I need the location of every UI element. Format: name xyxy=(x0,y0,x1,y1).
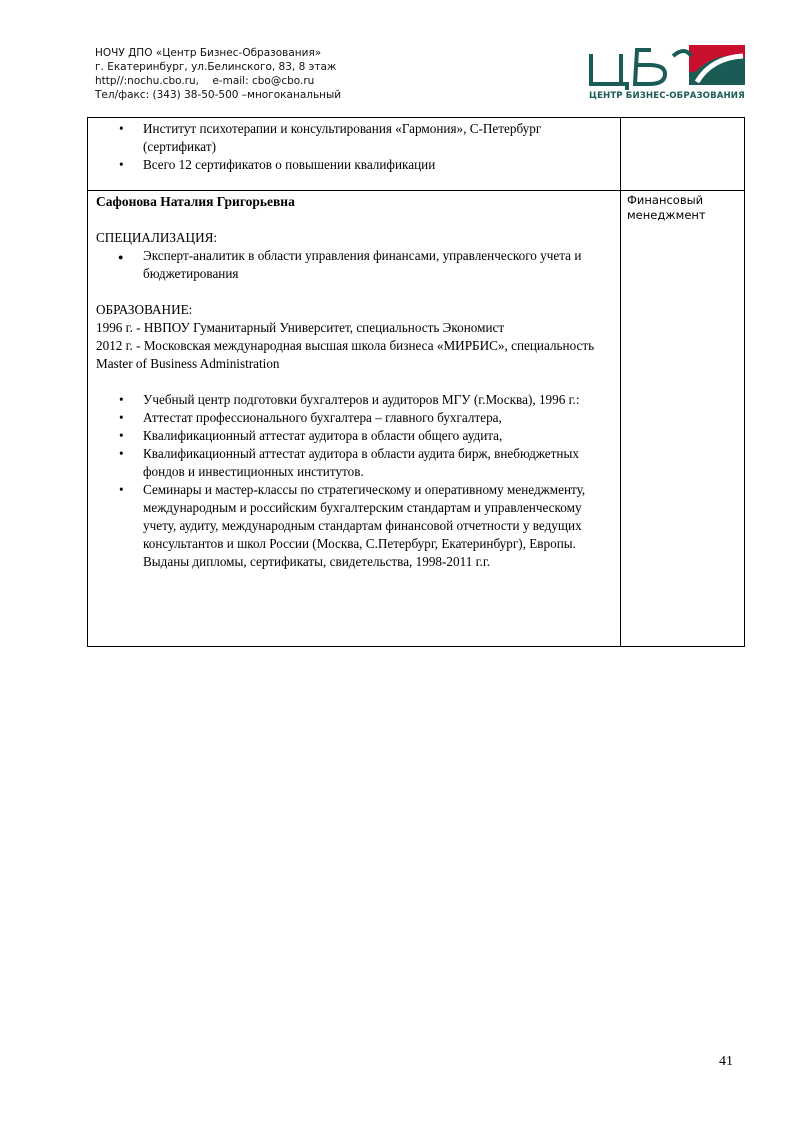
list-item: • Всего 12 сертификатов о повышении квалификации xyxy=(96,156,614,174)
subject-cell: Финансовый менеджмент xyxy=(621,191,745,647)
list-item: • Квалификационный аттестат аудитора в области общего аудита, xyxy=(96,427,614,445)
list-item: • Квалификационный аттестат аудитора в области аудита бирж, внебюджетных фондов и инвестиционных институтов. xyxy=(96,445,614,481)
logo-caption: ЦЕНТР БИЗНЕС-ОБРАЗОВАНИЯ xyxy=(589,91,745,101)
specialization-heading: СПЕЦИАЛИЗАЦИЯ: xyxy=(96,230,218,245)
org-phone: Тел/факс: (343) 38-50-500 –многоканальный xyxy=(95,89,342,101)
table-row xyxy=(88,118,745,191)
education-heading: ОБРАЗОВАНИЕ: xyxy=(96,302,193,317)
list-item: ● Эксперт-аналитик в области управления финансами, управленческого учета и бюджетирования xyxy=(96,247,614,283)
education-line: 2012 г. - Московская международная высшая школа бизнеса «МИРБИС», специальность Master of Business Administration xyxy=(96,338,595,371)
logo-letter-c xyxy=(591,54,627,90)
org-name: НОЧУ ДПО «Центр Бизнес-Образования» xyxy=(95,47,322,59)
org-address: г. Екатеринбург, ул.Белинского, 83, 8 этаж xyxy=(95,61,337,73)
logo-letter-b xyxy=(635,50,665,84)
page-number: 41 xyxy=(719,1054,733,1069)
list-item: • Институт психотерапии и консультирования «Гармония», С-Петербург (сертификат) xyxy=(96,120,614,156)
logo-arc xyxy=(673,51,691,56)
trainer-info-cell xyxy=(88,191,621,647)
subject-cell xyxy=(621,118,745,191)
trainer-info-cell xyxy=(88,118,621,191)
trainer-name: Сафонова Наталия Григорьевна xyxy=(96,194,295,209)
list-item: • Семинары и мастер-классы по стратегическому и оперативному менеджменту, международным и российским бухгалтерским стандартам и управленческому учету, аудиту, международным стандартам финансовой отчетности у ведущих консультантов и школ России (Москва, С.Петербург, Екатеринбург), Европы. Выданы дипломы, сертификаты, свидетельства, 1998-2011 г.г. xyxy=(96,481,614,571)
list-item: • Аттестат профессионального бухгалтера – главного бухгалтера, xyxy=(96,409,614,427)
table-row xyxy=(88,191,745,647)
list-item: • Учебный центр подготовки бухгалтеров и аудиторов МГУ (г.Москва), 1996 г.: xyxy=(96,391,614,409)
education-line: 1996 г. - НВПОУ Гуманитарный Университет, специальность Экономист xyxy=(96,320,505,335)
trainers-table xyxy=(87,117,745,647)
org-web-email: http//:nochu.cbo.ru, e-mail: cbo@cbo.ru xyxy=(95,75,315,87)
organization-info xyxy=(95,46,341,102)
